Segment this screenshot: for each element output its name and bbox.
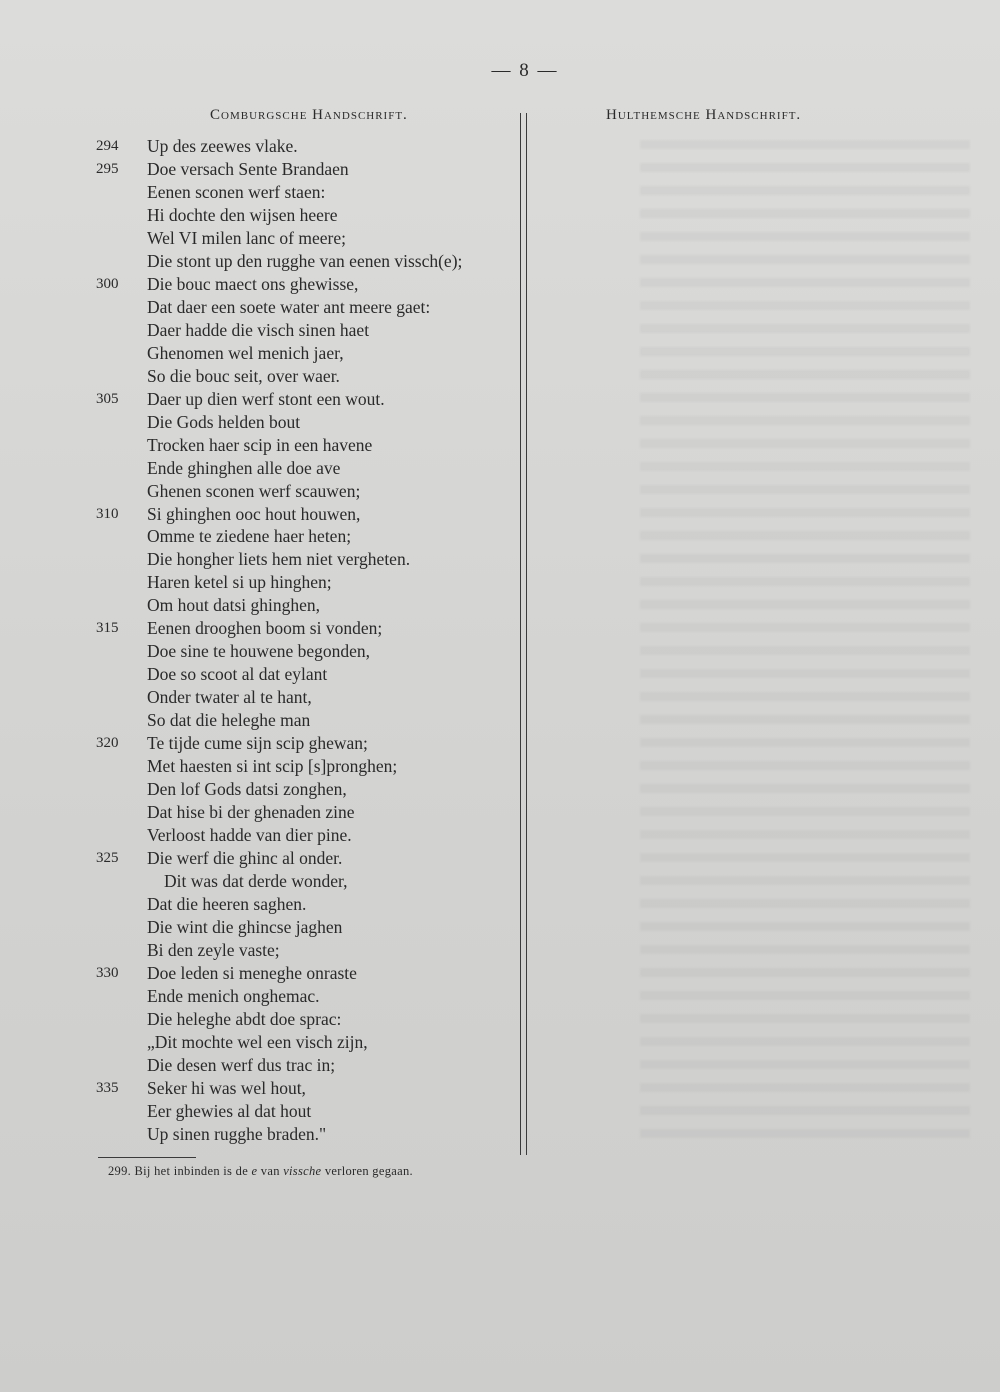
verse-line — [90, 1054, 510, 1077]
line-text: Si ghinghen ooc hout houwen, — [147, 503, 361, 524]
verse-line — [90, 663, 510, 686]
verse-line — [90, 1100, 510, 1123]
verse-line — [90, 135, 510, 158]
footnote-text-pre: Bij het inbinden is de — [134, 1164, 249, 1178]
verse-lines — [90, 135, 510, 1146]
verse-line — [90, 893, 510, 916]
verse-line — [90, 411, 510, 434]
line-text: Eer ghewies al dat hout — [147, 1100, 312, 1121]
line-text: Die wint die ghincse jaghen — [147, 916, 343, 937]
line-text: Seker hi was wel hout, — [147, 1077, 306, 1098]
line-number: 315 — [96, 620, 119, 637]
line-text: Dat hise bi der ghenaden zine — [147, 802, 355, 823]
line-number: 330 — [96, 964, 119, 981]
column-divider-left — [520, 113, 521, 1155]
line-text: Om hout datsi ghinghen, — [147, 595, 321, 616]
line-text: Die heleghe abdt doe sprac: — [147, 1008, 342, 1029]
line-number: 325 — [96, 850, 119, 867]
line-text: Die Gods helden bout — [147, 411, 301, 432]
verse-line — [90, 801, 510, 824]
line-text: Dit was dat derde wonder, — [164, 871, 348, 891]
line-text: Doe leden si meneghe onraste — [147, 962, 357, 983]
verse-line — [90, 158, 510, 181]
line-number: 294 — [96, 138, 119, 154]
footnote-rule — [98, 1157, 196, 1158]
verse-line — [90, 985, 510, 1008]
line-text: Die desen werf dus trac in; — [147, 1054, 336, 1075]
line-text: Die stont up den rugghe van eenen vissch(e); — [147, 250, 463, 271]
line-text: Ende ghinghen alle doe ave — [147, 457, 341, 478]
line-text: Die werf die ghinc al onder. — [147, 848, 343, 869]
footnote-italic-vissche: vissche — [283, 1164, 322, 1178]
verse-line — [90, 296, 510, 319]
line-text: Daer up dien werf stont een wout. — [147, 388, 385, 409]
footnote-text-mid: van — [260, 1164, 280, 1178]
verse-line — [90, 204, 510, 227]
line-text: Daer hadde die visch sinen haet — [147, 319, 370, 340]
line-text: Eenen sconen werf staen: — [147, 181, 326, 202]
verse-line — [90, 480, 510, 503]
line-text: Onder twater al te hant, — [147, 687, 312, 708]
line-number: 320 — [96, 735, 119, 752]
line-text: So dat die heleghe man — [147, 710, 311, 731]
line-text: Die hongher liets hem niet vergheten. — [147, 549, 411, 570]
verse-line — [90, 273, 510, 296]
verse-line — [90, 503, 510, 526]
verse-line — [90, 434, 510, 457]
verse-line — [90, 388, 510, 411]
verse-line — [90, 342, 510, 365]
verse-line — [90, 709, 510, 732]
verse-line — [90, 824, 510, 847]
line-number: 310 — [96, 505, 119, 522]
line-text: Den lof Gods datsi zonghen, — [147, 779, 347, 800]
verse-line — [90, 686, 510, 709]
line-text: Up sinen rugghe braden." — [147, 1123, 327, 1144]
verse-line — [90, 1008, 510, 1031]
line-text: Doe sine te houwene begonden, — [147, 641, 371, 662]
line-number: 305 — [96, 390, 119, 407]
verse-line — [90, 1077, 510, 1100]
line-text: Bi den zeyle vaste; — [147, 939, 280, 960]
line-text: Te tijde cume sijn scip ghewan; — [147, 733, 368, 754]
line-number: 300 — [96, 275, 119, 292]
footnote-number: 299. — [108, 1164, 132, 1178]
line-number: 335 — [96, 1079, 119, 1096]
line-text: Doe versach Sente Brandaen — [147, 158, 349, 179]
verse-line — [90, 525, 510, 548]
verse-line — [90, 548, 510, 571]
verse-line — [90, 250, 510, 273]
verse-line — [90, 755, 510, 778]
line-text: Ghenomen wel menich jaer, — [147, 342, 344, 363]
verse-line — [90, 1031, 510, 1054]
line-text: Dat die heeren saghen. — [147, 893, 307, 914]
line-text: Dat daer een soete water ant meere gaet: — [147, 296, 431, 317]
line-text: Omme te ziedene haer heten; — [147, 526, 352, 547]
verse-line — [90, 916, 510, 939]
footnote-text-post: verloren gegaan. — [324, 1164, 413, 1178]
line-text: Ende menich onghemac. — [147, 985, 320, 1006]
verse-line — [90, 227, 510, 250]
bleed-through-shadow — [640, 140, 970, 1140]
line-text: Eenen drooghen boom si vonden; — [147, 618, 383, 639]
line-text: Verloost hadde van dier pine. — [147, 825, 352, 846]
line-text: Hi dochte den wijsen heere — [147, 204, 338, 225]
verse-line — [90, 640, 510, 663]
line-text: Haren ketel si up hinghen; — [147, 572, 332, 593]
line-text: Trocken haer scip in een havene — [147, 434, 373, 455]
footnote-italic-e: e — [251, 1164, 258, 1178]
verse-line — [90, 1123, 510, 1146]
verse-line — [90, 594, 510, 617]
line-text: Met haesten si int scip [s]pronghen; — [147, 756, 398, 777]
footnote — [108, 1164, 413, 1179]
line-text: Die bouc maect ons ghewisse, — [147, 273, 359, 294]
verse-line — [90, 939, 510, 962]
page-number: — 8 — — [491, 60, 559, 81]
header-hulthemsche: Hulthemsche Handschrift. — [606, 107, 802, 123]
verse-line — [90, 732, 510, 755]
line-text: Ghenen sconen werf scauwen; — [147, 480, 361, 501]
verse-line — [90, 457, 510, 480]
verse-line — [90, 870, 510, 893]
line-text: „Dit mochte wel een visch zijn, — [147, 1031, 368, 1052]
line-text: Wel VI milen lanc of meere; — [147, 227, 346, 248]
verse-line — [90, 778, 510, 801]
verse-line — [90, 617, 510, 640]
verse-line — [90, 181, 510, 204]
column-divider-right — [526, 113, 527, 1155]
verse-line — [90, 962, 510, 985]
header-comburgsche: Comburgsche Handschrift. — [210, 107, 408, 123]
verse-line — [90, 319, 510, 342]
verse-line — [90, 365, 510, 388]
line-text: Up des zeewes vlake. — [147, 136, 298, 156]
line-text: So die bouc seit, over waer. — [147, 365, 340, 386]
line-text: Doe so scoot al dat eylant — [147, 664, 328, 685]
line-number: 295 — [96, 160, 119, 177]
verse-line — [90, 571, 510, 594]
verse-line — [90, 847, 510, 870]
